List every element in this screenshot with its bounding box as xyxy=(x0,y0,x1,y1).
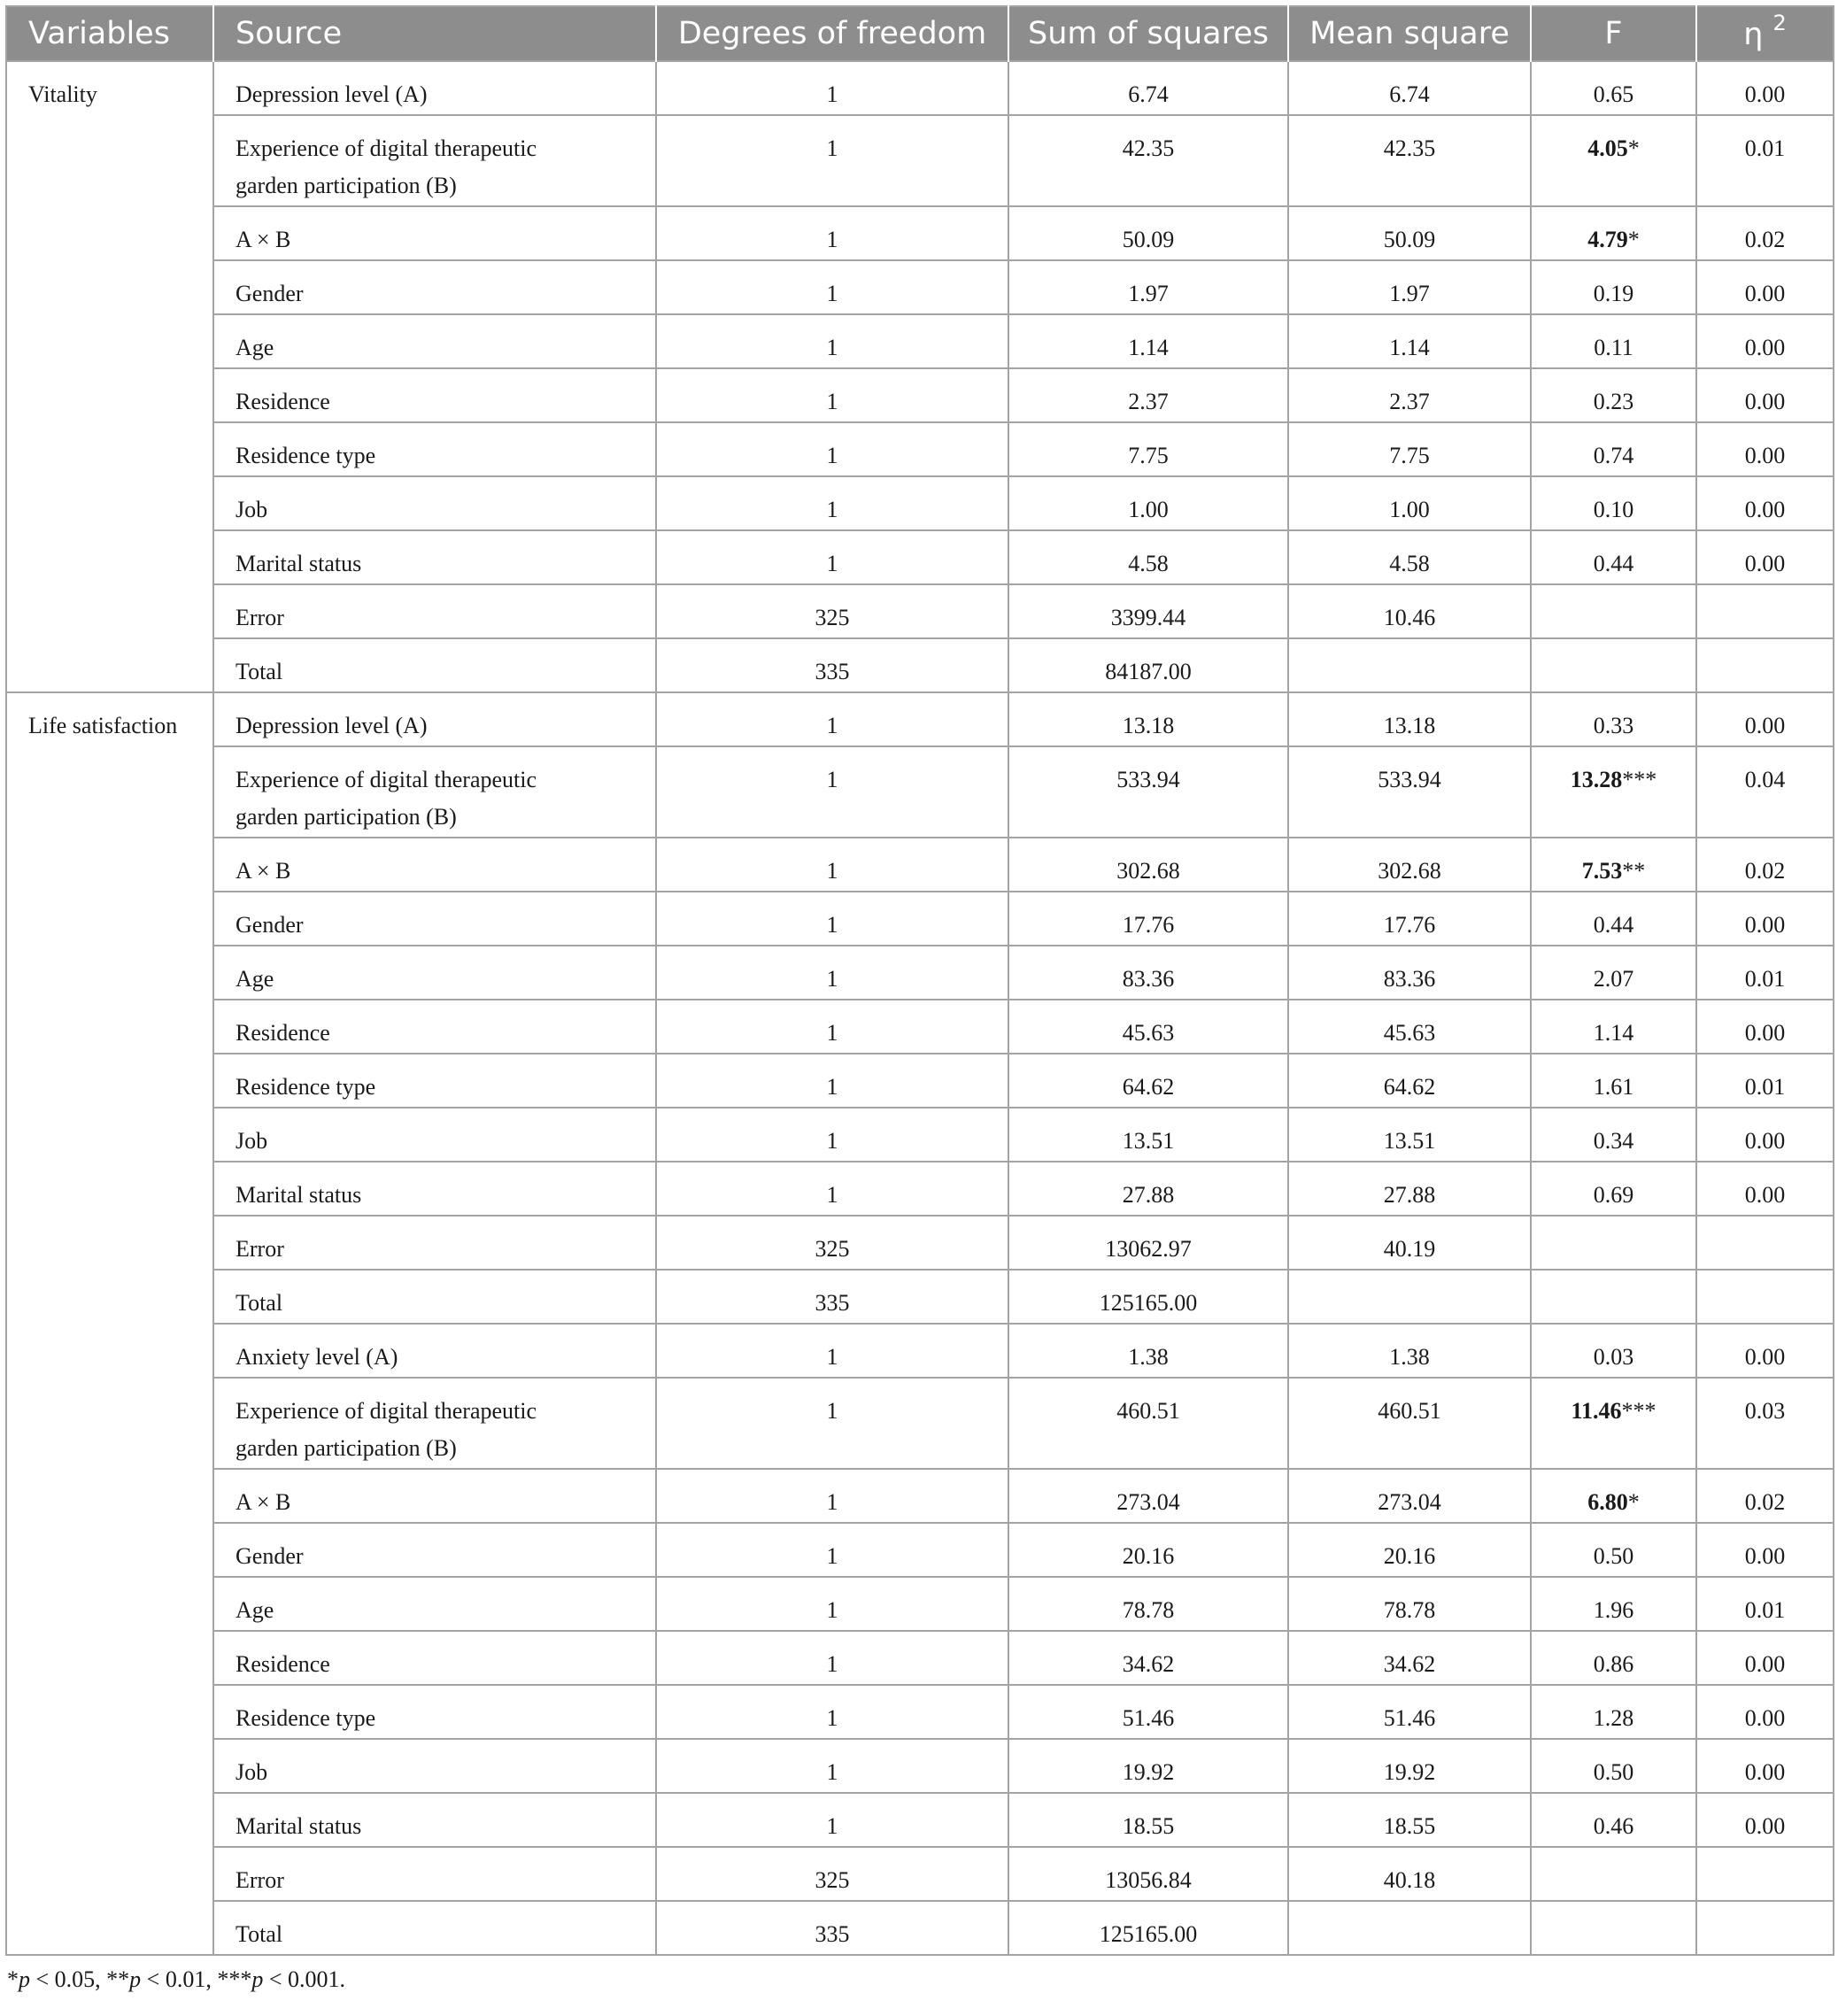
source-cell: Total xyxy=(213,638,656,692)
df-cell: 1 xyxy=(656,368,1008,422)
df-cell: 335 xyxy=(656,1270,1008,1324)
mean-square-cell: 34.62 xyxy=(1288,1631,1531,1685)
f-cell xyxy=(1531,584,1696,638)
mean-square-cell: 1.97 xyxy=(1288,260,1531,314)
mean-square-cell: 83.36 xyxy=(1288,946,1531,1000)
f-cell xyxy=(1531,1901,1696,1955)
mean-square-cell: 1.38 xyxy=(1288,1324,1531,1378)
significance-marker: * xyxy=(1627,227,1640,252)
source-cell xyxy=(213,746,656,838)
source-cell: Total xyxy=(213,1901,656,1955)
df-cell: 1 xyxy=(656,892,1008,946)
table-row xyxy=(6,206,1834,260)
source-line: Experience of digital therapeutic xyxy=(236,1398,537,1424)
df-cell: 1 xyxy=(656,1162,1008,1216)
source-cell: Job xyxy=(213,1108,656,1162)
mean-square-cell: 13.51 xyxy=(1288,1108,1531,1162)
source-cell: Marital status xyxy=(213,1162,656,1216)
significance-marker: ** xyxy=(1622,858,1646,884)
table-row xyxy=(6,476,1834,530)
mean-square-cell: 2.37 xyxy=(1288,368,1531,422)
eta-squared-cell: 0.02 xyxy=(1696,1469,1834,1523)
mean-square-cell: 7.75 xyxy=(1288,422,1531,476)
source-cell: Gender xyxy=(213,1523,656,1577)
table-row xyxy=(6,1901,1834,1955)
significance-marker: * xyxy=(1627,135,1640,161)
f-cell xyxy=(1531,1847,1696,1901)
source-cell: Gender xyxy=(213,260,656,314)
df-cell: 1 xyxy=(656,1631,1008,1685)
source-cell: Residence type xyxy=(213,1685,656,1739)
mean-square-cell: 20.16 xyxy=(1288,1523,1531,1577)
table-row xyxy=(6,530,1834,584)
table-row xyxy=(6,1631,1834,1685)
eta-squared-cell xyxy=(1696,1901,1834,1955)
sum-of-squares-cell: 45.63 xyxy=(1008,1000,1288,1054)
df-cell: 1 xyxy=(656,838,1008,892)
sum-of-squares-cell: 18.55 xyxy=(1008,1793,1288,1847)
f-cell xyxy=(1531,1216,1696,1270)
source-cell: Total xyxy=(213,1270,656,1324)
sum-of-squares-cell: 1.38 xyxy=(1008,1324,1288,1378)
f-cell: 0.74 xyxy=(1531,422,1696,476)
anova-table-container xyxy=(5,5,1833,1993)
eta-squared-cell: 0.00 xyxy=(1696,368,1834,422)
sum-of-squares-cell: 50.09 xyxy=(1008,206,1288,260)
sum-of-squares-cell: 51.46 xyxy=(1008,1685,1288,1739)
df-cell: 1 xyxy=(656,1685,1008,1739)
eta-squared-cell: 0.00 xyxy=(1696,692,1834,746)
header-degrees-of-freedom: Degrees of freedom xyxy=(656,6,1008,61)
source-cell: Job xyxy=(213,1739,656,1793)
df-cell: 1 xyxy=(656,746,1008,838)
variable-cell: Life satisfaction xyxy=(6,692,213,1955)
df-cell: 1 xyxy=(656,1054,1008,1108)
f-cell: 1.96 xyxy=(1531,1577,1696,1631)
header-f: F xyxy=(1531,6,1696,61)
mean-square-cell: 42.35 xyxy=(1288,115,1531,206)
df-cell: 1 xyxy=(656,1577,1008,1631)
source-cell: Age xyxy=(213,946,656,1000)
footnote-p: p xyxy=(129,1966,142,1992)
f-value-significant: 6.80 xyxy=(1587,1489,1628,1515)
f-cell: 0.23 xyxy=(1531,368,1696,422)
f-cell: 1.28 xyxy=(1531,1685,1696,1739)
df-cell: 335 xyxy=(656,638,1008,692)
mean-square-cell: 64.62 xyxy=(1288,1054,1531,1108)
eta-squared-cell: 0.00 xyxy=(1696,1793,1834,1847)
sum-of-squares-cell: 83.36 xyxy=(1008,946,1288,1000)
mean-square-cell: 4.58 xyxy=(1288,530,1531,584)
df-cell: 1 xyxy=(656,1378,1008,1469)
mean-square-cell: 13.18 xyxy=(1288,692,1531,746)
eta-squared-cell: 0.00 xyxy=(1696,314,1834,368)
f-cell: 0.44 xyxy=(1531,892,1696,946)
sum-of-squares-cell: 20.16 xyxy=(1008,1523,1288,1577)
eta-squared-cell: 0.00 xyxy=(1696,1631,1834,1685)
f-value-significant: 4.05 xyxy=(1587,135,1628,161)
source-cell: Age xyxy=(213,314,656,368)
f-cell: 0.10 xyxy=(1531,476,1696,530)
eta-squared-cell: 0.01 xyxy=(1696,1054,1834,1108)
eta-squared-cell: 0.00 xyxy=(1696,1523,1834,1577)
df-cell: 1 xyxy=(656,1739,1008,1793)
table-row xyxy=(6,314,1834,368)
f-cell: 0.33 xyxy=(1531,692,1696,746)
source-cell: Depression level (A) xyxy=(213,692,656,746)
table-row xyxy=(6,746,1834,838)
f-cell xyxy=(1531,206,1696,260)
footnote-part: < 0.05, ** xyxy=(30,1966,130,1992)
eta-squared-cell: 0.00 xyxy=(1696,1000,1834,1054)
sum-of-squares-cell: 125165.00 xyxy=(1008,1270,1288,1324)
table-row xyxy=(6,260,1834,314)
f-cell: 0.69 xyxy=(1531,1162,1696,1216)
eta-squared-cell xyxy=(1696,1270,1834,1324)
header-mean-square: Mean square xyxy=(1288,6,1531,61)
source-cell: Residence xyxy=(213,1631,656,1685)
source-cell: Residence type xyxy=(213,1054,656,1108)
table-row xyxy=(6,584,1834,638)
eta-squared-cell: 0.00 xyxy=(1696,1108,1834,1162)
f-cell xyxy=(1531,638,1696,692)
mean-square-cell: 17.76 xyxy=(1288,892,1531,946)
table-row xyxy=(6,946,1834,1000)
eta-squared-cell xyxy=(1696,638,1834,692)
source-cell: Residence xyxy=(213,1000,656,1054)
df-cell: 335 xyxy=(656,1901,1008,1955)
source-cell: Gender xyxy=(213,892,656,946)
df-cell: 1 xyxy=(656,1324,1008,1378)
eta-squared-cell xyxy=(1696,1847,1834,1901)
f-value-significant: 7.53 xyxy=(1581,858,1623,884)
eta-squared-cell: 0.00 xyxy=(1696,476,1834,530)
table-row xyxy=(6,1469,1834,1523)
df-cell: 1 xyxy=(656,1000,1008,1054)
table-row xyxy=(6,638,1834,692)
df-cell: 1 xyxy=(656,314,1008,368)
table-row xyxy=(6,1054,1834,1108)
header-source: Source xyxy=(213,6,656,61)
df-cell: 1 xyxy=(656,422,1008,476)
f-value-significant: 4.79 xyxy=(1587,227,1628,252)
mean-square-cell: 45.63 xyxy=(1288,1000,1531,1054)
mean-square-cell xyxy=(1288,638,1531,692)
f-cell xyxy=(1531,1378,1696,1469)
mean-square-cell: 27.88 xyxy=(1288,1162,1531,1216)
source-cell: Anxiety level (A) xyxy=(213,1324,656,1378)
df-cell: 1 xyxy=(656,1108,1008,1162)
f-cell xyxy=(1531,746,1696,838)
eta-squared-cell: 0.01 xyxy=(1696,946,1834,1000)
eta-squared-cell: 0.02 xyxy=(1696,838,1834,892)
mean-square-cell: 50.09 xyxy=(1288,206,1531,260)
source-cell: Job xyxy=(213,476,656,530)
table-row xyxy=(6,892,1834,946)
f-value-significant: 11.46 xyxy=(1571,1398,1622,1424)
source-cell xyxy=(213,1378,656,1469)
table-row xyxy=(6,838,1834,892)
eta-squared-cell: 0.01 xyxy=(1696,115,1834,206)
source-line: Experience of digital therapeutic xyxy=(236,767,537,792)
table-row xyxy=(6,1162,1834,1216)
df-cell: 1 xyxy=(656,476,1008,530)
df-cell: 1 xyxy=(656,61,1008,115)
sum-of-squares-cell: 27.88 xyxy=(1008,1162,1288,1216)
f-cell: 0.44 xyxy=(1531,530,1696,584)
table-row xyxy=(6,1847,1834,1901)
source-cell: A × B xyxy=(213,206,656,260)
significance-marker: * xyxy=(1627,1489,1640,1515)
sum-of-squares-cell: 42.35 xyxy=(1008,115,1288,206)
sum-of-squares-cell: 273.04 xyxy=(1008,1469,1288,1523)
f-cell: 0.86 xyxy=(1531,1631,1696,1685)
sum-of-squares-cell: 1.00 xyxy=(1008,476,1288,530)
mean-square-cell: 460.51 xyxy=(1288,1378,1531,1469)
f-cell: 0.11 xyxy=(1531,314,1696,368)
df-cell: 1 xyxy=(656,1469,1008,1523)
sum-of-squares-cell: 1.97 xyxy=(1008,260,1288,314)
sum-of-squares-cell: 6.74 xyxy=(1008,61,1288,115)
f-cell xyxy=(1531,1270,1696,1324)
source-line: garden participation (B) xyxy=(236,804,457,830)
source-cell: Error xyxy=(213,584,656,638)
source-cell: Depression level (A) xyxy=(213,61,656,115)
sum-of-squares-cell: 3399.44 xyxy=(1008,584,1288,638)
table-row xyxy=(6,422,1834,476)
sum-of-squares-cell: 460.51 xyxy=(1008,1378,1288,1469)
source-cell: Marital status xyxy=(213,1793,656,1847)
sum-of-squares-cell: 13.18 xyxy=(1008,692,1288,746)
sum-of-squares-cell: 13056.84 xyxy=(1008,1847,1288,1901)
df-cell: 1 xyxy=(656,530,1008,584)
mean-square-cell: 1.14 xyxy=(1288,314,1531,368)
eta-squared-cell xyxy=(1696,584,1834,638)
sum-of-squares-cell: 13.51 xyxy=(1008,1108,1288,1162)
source-cell: Age xyxy=(213,1577,656,1631)
sum-of-squares-cell: 34.62 xyxy=(1008,1631,1288,1685)
sum-of-squares-cell: 7.75 xyxy=(1008,422,1288,476)
table-body xyxy=(6,61,1834,1955)
header-eta-symbol: η xyxy=(1743,17,1764,53)
mean-square-cell: 40.18 xyxy=(1288,1847,1531,1901)
sum-of-squares-cell: 533.94 xyxy=(1008,746,1288,838)
eta-squared-cell: 0.00 xyxy=(1696,1685,1834,1739)
f-cell: 2.07 xyxy=(1531,946,1696,1000)
source-cell: Marital status xyxy=(213,530,656,584)
mean-square-cell: 19.92 xyxy=(1288,1739,1531,1793)
mean-square-cell xyxy=(1288,1901,1531,1955)
source-cell: Error xyxy=(213,1216,656,1270)
eta-squared-cell: 0.01 xyxy=(1696,1577,1834,1631)
sum-of-squares-cell: 1.14 xyxy=(1008,314,1288,368)
df-cell: 1 xyxy=(656,260,1008,314)
df-cell: 1 xyxy=(656,1793,1008,1847)
table-row xyxy=(6,1108,1834,1162)
mean-square-cell: 10.46 xyxy=(1288,584,1531,638)
f-cell: 0.03 xyxy=(1531,1324,1696,1378)
f-cell: 0.19 xyxy=(1531,260,1696,314)
eta-squared-cell: 0.03 xyxy=(1696,1378,1834,1469)
eta-squared-cell: 0.00 xyxy=(1696,61,1834,115)
eta-squared-cell: 0.00 xyxy=(1696,530,1834,584)
source-line: Experience of digital therapeutic xyxy=(236,135,537,161)
mean-square-cell: 1.00 xyxy=(1288,476,1531,530)
table-row xyxy=(6,1523,1834,1577)
source-cell xyxy=(213,115,656,206)
mean-square-cell: 6.74 xyxy=(1288,61,1531,115)
table-row xyxy=(6,1685,1834,1739)
eta-squared-cell: 0.00 xyxy=(1696,422,1834,476)
table-row xyxy=(6,1000,1834,1054)
footnote-part: * xyxy=(7,1966,19,1992)
header-variables: Variables xyxy=(6,6,213,61)
table-header xyxy=(6,6,1834,61)
df-cell: 1 xyxy=(656,115,1008,206)
significance-marker: *** xyxy=(1621,1398,1657,1424)
f-cell xyxy=(1531,1469,1696,1523)
source-line: garden participation (B) xyxy=(236,1435,457,1461)
df-cell: 1 xyxy=(656,1523,1008,1577)
mean-square-cell: 302.68 xyxy=(1288,838,1531,892)
sum-of-squares-cell: 125165.00 xyxy=(1008,1901,1288,1955)
mean-square-cell xyxy=(1288,1270,1531,1324)
header-eta-squared xyxy=(1696,6,1834,61)
header-eta-exponent: 2 xyxy=(1772,11,1787,36)
mean-square-cell: 273.04 xyxy=(1288,1469,1531,1523)
eta-squared-cell: 0.00 xyxy=(1696,260,1834,314)
footnote-part: < 0.01, *** xyxy=(141,1966,252,1992)
source-cell: A × B xyxy=(213,838,656,892)
sum-of-squares-cell: 13062.97 xyxy=(1008,1216,1288,1270)
f-value-significant: 13.28 xyxy=(1570,767,1623,792)
f-cell: 1.14 xyxy=(1531,1000,1696,1054)
table-row xyxy=(6,1793,1834,1847)
f-cell: 0.50 xyxy=(1531,1523,1696,1577)
table-footnote xyxy=(5,1966,1833,1993)
eta-squared-cell: 0.02 xyxy=(1696,206,1834,260)
f-cell xyxy=(1531,115,1696,206)
mean-square-cell: 18.55 xyxy=(1288,1793,1531,1847)
table-row xyxy=(6,61,1834,115)
footnote-p: p xyxy=(19,1966,30,1992)
table-row xyxy=(6,1577,1834,1631)
source-cell: Error xyxy=(213,1847,656,1901)
table-row xyxy=(6,1378,1834,1469)
sum-of-squares-cell: 17.76 xyxy=(1008,892,1288,946)
sum-of-squares-cell: 2.37 xyxy=(1008,368,1288,422)
eta-squared-cell xyxy=(1696,1216,1834,1270)
df-cell: 325 xyxy=(656,584,1008,638)
df-cell: 325 xyxy=(656,1847,1008,1901)
f-cell: 0.34 xyxy=(1531,1108,1696,1162)
f-cell: 0.65 xyxy=(1531,61,1696,115)
f-cell: 0.50 xyxy=(1531,1739,1696,1793)
variable-cell: Vitality xyxy=(6,61,213,692)
sum-of-squares-cell: 302.68 xyxy=(1008,838,1288,892)
df-cell: 325 xyxy=(656,1216,1008,1270)
f-cell: 1.61 xyxy=(1531,1054,1696,1108)
anova-table xyxy=(5,5,1834,1956)
f-cell xyxy=(1531,838,1696,892)
source-cell: A × B xyxy=(213,1469,656,1523)
eta-squared-cell: 0.00 xyxy=(1696,1324,1834,1378)
significance-marker: *** xyxy=(1622,767,1657,792)
eta-squared-cell: 0.04 xyxy=(1696,746,1834,838)
sum-of-squares-cell: 4.58 xyxy=(1008,530,1288,584)
eta-squared-cell: 0.00 xyxy=(1696,892,1834,946)
table-row xyxy=(6,1739,1834,1793)
sum-of-squares-cell: 78.78 xyxy=(1008,1577,1288,1631)
table-row xyxy=(6,368,1834,422)
footnote-p: p xyxy=(251,1966,264,1992)
source-cell: Residence type xyxy=(213,422,656,476)
footnote-part: < 0.001. xyxy=(263,1966,346,1992)
table-row xyxy=(6,692,1834,746)
header-sum-of-squares: Sum of squares xyxy=(1008,6,1288,61)
eta-squared-cell: 0.00 xyxy=(1696,1162,1834,1216)
sum-of-squares-cell: 19.92 xyxy=(1008,1739,1288,1793)
source-cell: Residence xyxy=(213,368,656,422)
df-cell: 1 xyxy=(656,206,1008,260)
f-cell: 0.46 xyxy=(1531,1793,1696,1847)
eta-squared-cell: 0.00 xyxy=(1696,1739,1834,1793)
df-cell: 1 xyxy=(656,946,1008,1000)
mean-square-cell: 78.78 xyxy=(1288,1577,1531,1631)
mean-square-cell: 533.94 xyxy=(1288,746,1531,838)
source-line: garden participation (B) xyxy=(236,173,457,198)
table-row xyxy=(6,1216,1834,1270)
sum-of-squares-cell: 84187.00 xyxy=(1008,638,1288,692)
table-row xyxy=(6,1324,1834,1378)
table-row xyxy=(6,115,1834,206)
mean-square-cell: 40.19 xyxy=(1288,1216,1531,1270)
table-row xyxy=(6,1270,1834,1324)
sum-of-squares-cell: 64.62 xyxy=(1008,1054,1288,1108)
df-cell: 1 xyxy=(656,692,1008,746)
mean-square-cell: 51.46 xyxy=(1288,1685,1531,1739)
